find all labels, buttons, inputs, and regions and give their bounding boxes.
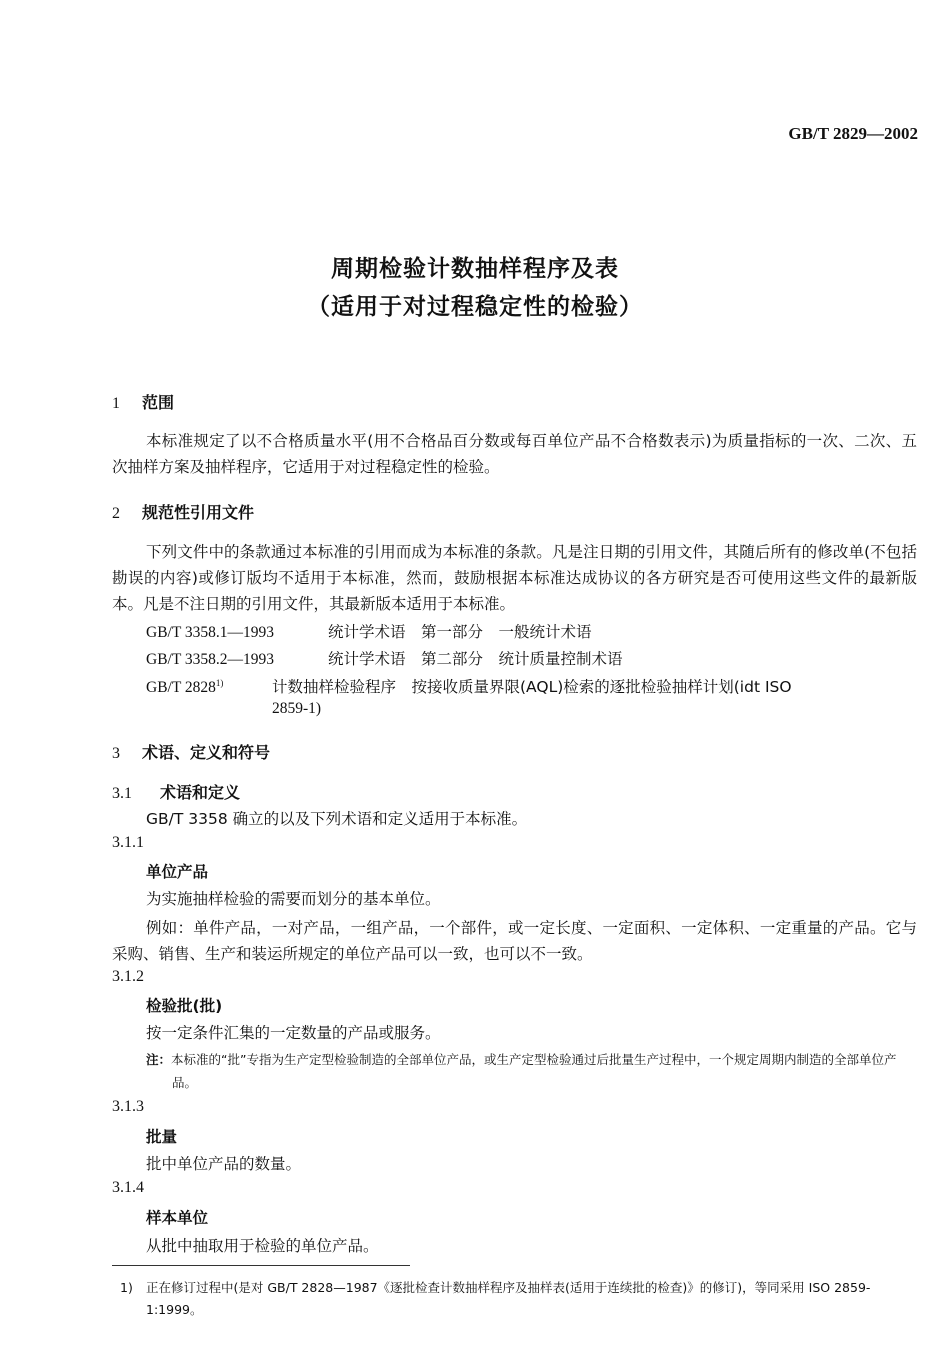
term-name: 单位产品 xyxy=(146,863,209,881)
subsection-title: 术语和定义 xyxy=(160,783,241,802)
section-number: 3 xyxy=(112,745,120,762)
term-name: 批量 xyxy=(146,1128,178,1146)
reference-code: GB/T 3358.1—1993 xyxy=(146,624,275,641)
reference-code: GB/T 3358.2—1993 xyxy=(146,651,275,668)
clause-number: 3.1.4 xyxy=(112,1179,144,1196)
section-2-body: 下列文件中的条款通过本标准的引用而成为本标准的条款。凡是注日期的引用文件，其随后所有的修改单(不包括勘误的内容)或修订版均不适用于本标准，然而，鼓励根据本标准达成协议的各方研究是否可使用这些文件的最新版本。凡是不注日期的引用文件，其最新版本适用于本标准。 xyxy=(112,543,917,613)
section-number: 2 xyxy=(112,505,120,522)
document-title: 周期检验计数抽样程序及表 xyxy=(331,256,619,282)
term-name: 检验批(批) xyxy=(146,997,223,1015)
footnote xyxy=(120,1277,890,1321)
reference-title: 统计学术语 第二部分 统计质量控制术语 xyxy=(328,650,623,668)
term-name: 样本单位 xyxy=(146,1209,209,1227)
footnote-mark: 1) xyxy=(120,1280,133,1295)
subsection-number: 3.1 xyxy=(112,785,132,802)
section-1-heading xyxy=(112,390,174,413)
note-text: 本标准的“批”专指为生产定型检验制造的全部单位产品，或生产定型检验通过后批量生产过程中，一个规定周期内制造的全部单位产品。 xyxy=(171,1052,897,1090)
clause-number: 3.1.1 xyxy=(112,834,144,851)
section-3-heading xyxy=(112,740,270,763)
reference-code: GB/T 2828 xyxy=(146,679,216,696)
section-title: 规范性引用文件 xyxy=(142,503,255,522)
term-definition: 批中单位产品的数量。 xyxy=(146,1155,302,1173)
reference-item xyxy=(146,647,623,669)
term-definition: 从批中抽取用于检验的单位产品。 xyxy=(146,1237,379,1255)
subsection-3-1-heading xyxy=(112,780,240,803)
subsection-3-1-body: GB/T 3358 确立的以及下列术语和定义适用于本标准。 xyxy=(146,810,528,828)
term-definition: 按一定条件汇集的一定数量的产品或服务。 xyxy=(146,1024,441,1042)
footnote-rule xyxy=(112,1265,410,1266)
reference-item xyxy=(146,620,592,642)
note-label: 注： xyxy=(146,1052,172,1067)
term-note xyxy=(146,1048,916,1094)
reference-title: 计数抽样检验程序 按接收质量界限(AQL)检索的逐批检验抽样计划(idt ISO xyxy=(272,678,792,696)
section-title: 术语、定义和符号 xyxy=(142,743,271,762)
clause-number: 3.1.3 xyxy=(112,1098,144,1115)
document-subtitle: （适用于对过程稳定性的检验） xyxy=(307,294,643,320)
section-2-heading xyxy=(112,500,254,523)
reference-continuation: 2859-1) xyxy=(272,700,322,717)
standard-code: GB/T 2829—2002 xyxy=(788,124,918,143)
reference-item xyxy=(146,675,792,697)
footnote-ref: 1) xyxy=(215,677,224,688)
reference-title: 统计学术语 第一部分 一般统计术语 xyxy=(328,623,592,641)
section-title: 范围 xyxy=(142,393,175,412)
term-definition: 为实施抽样检验的需要而划分的基本单位。 xyxy=(146,890,441,908)
footnote-text: 正在修订过程中(是对 GB/T 2828—1987《逐批检查计数抽样程序及抽样表(适用于连续批的检查)》的修订)，等同采用 ISO 2859-1:1999。 xyxy=(146,1280,871,1317)
clause-number: 3.1.2 xyxy=(112,968,144,985)
section-1-body: 本标准规定了以不合格质量水平(用不合格品百分数或每百单位产品不合格数表示)为质量指标的一次、二次、五次抽样方案及抽样程序，它适用于对过程稳定性的检验。 xyxy=(112,432,917,476)
term-example: 例如：单件产品，一对产品，一组产品，一个部件，或一定长度、一定面积、一定体积、一定重量的产品。它与采购、销售、生产和装运所规定的单位产品可以一致，也可以不一致。 xyxy=(112,919,917,963)
section-number: 1 xyxy=(112,395,120,412)
